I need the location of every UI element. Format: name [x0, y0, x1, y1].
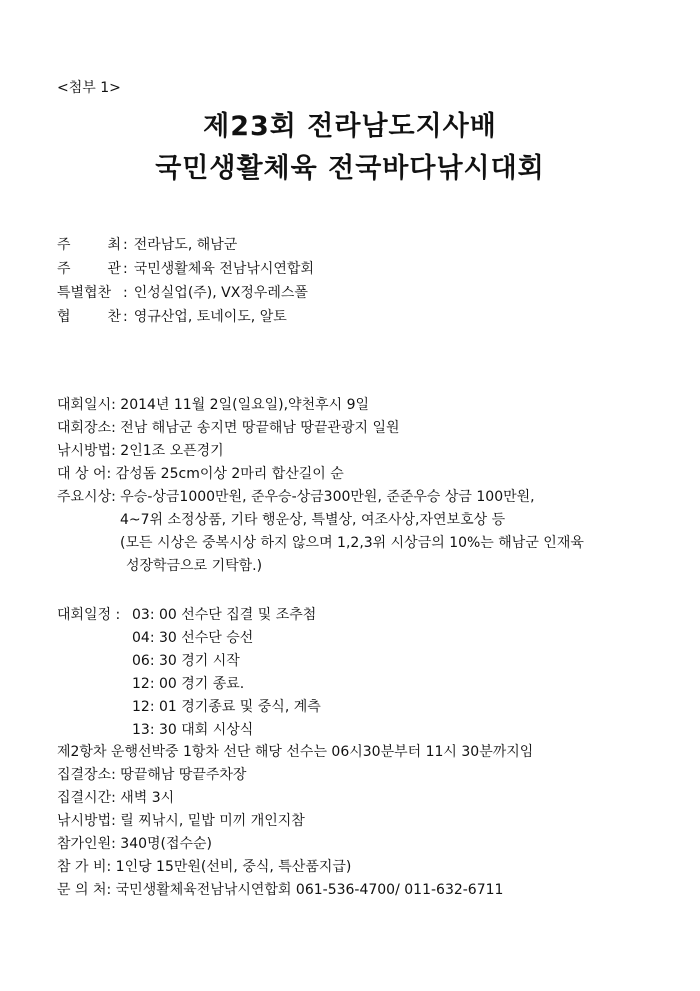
detail-method: 낚시방법: 2인1조 오픈경기 [57, 443, 224, 459]
organizer-special-sponsor: 특별협찬 : 인성실업(주), VX정우레스폴 [57, 285, 308, 301]
row-value: 1인당 15만원(선비, 중식, 특산품지급) [115, 859, 352, 875]
row-label: 주 관 [57, 261, 121, 277]
title-line-2: 국민생활체육 전국바다낚시대회 [155, 153, 545, 184]
row-label: 특별협찬 [57, 285, 112, 301]
boat-note: 제2항차 운행선박중 1항차 선단 해당 선수는 06시30분부터 11시 30분까지임 [57, 744, 534, 760]
extra-gathering-time: 집결시간: 새벽 3시 [57, 790, 175, 806]
attachment-label: <첨부 1> [57, 80, 121, 96]
row-value: 인성실업(주), VX정우레스폴 [133, 285, 308, 301]
row-value: 국민생활체육 전남낚시연합회 [133, 261, 314, 277]
row-label: 대회일시 [57, 397, 112, 413]
schedule-item: 12: 01 경기종료 및 중식, 계측 [132, 699, 321, 715]
extra-gathering-place: 집결장소: 땅끝해남 땅끝주차장 [57, 767, 247, 783]
row-label: 집결장소 [57, 767, 112, 783]
title-line-1: 제23회 전라남도지사배 [203, 111, 497, 142]
awards-line-2: 4~7위 소정상품, 기타 행운상, 특별상, 여조사상,자연보호상 등 [120, 512, 506, 528]
row-value: 2인1조 오픈경기 [120, 443, 224, 459]
extra-contact: 문 의 처: 국민생활체육전남낚시연합회 061-536-4700/ 011-632-6711 [57, 882, 504, 898]
detail-venue: 대회장소: 전남 해남군 송지면 땅끝해남 땅끝관광지 일원 [57, 420, 400, 436]
awards-line-4: 성장학금으로 기탁함.) [126, 558, 263, 574]
row-value: 2014년 11월 2일(일요일),약천후시 9일 [120, 397, 370, 413]
row-value: 영규산업, 토네이도, 알토 [133, 309, 287, 325]
schedule-label: 대회일정 : [57, 607, 121, 623]
row-label: 대회장소 [57, 420, 112, 436]
row-value: 전남 해남군 송지면 땅끝해남 땅끝관광지 일원 [120, 420, 400, 436]
awards-line-3: (모든 시상은 중복시상 하지 않으며 1,2,3위 시상금의 10%는 해남군 인재육 [120, 535, 584, 551]
detail-target-fish: 대 상 어: 감성돔 25cm이상 2마리 합산길이 순 [57, 466, 344, 482]
schedule-item: 13: 30 대회 시상식 [132, 722, 254, 738]
extra-fee: 참 가 비: 1인당 15만원(선비, 중식, 특산품지급) [57, 859, 352, 875]
row-label: 주 최 [57, 237, 121, 253]
row-label: 낚시방법 [57, 443, 112, 459]
row-value: 릴 찌낚시, 밑밥 미끼 개인지참 [120, 813, 305, 829]
detail-awards: 주요시상: 우승-상금1000만원, 준우승-상금300만원, 준준우승 상금 100만원, [57, 489, 535, 505]
row-value: 새벽 3시 [120, 790, 175, 806]
row-label: 참 가 비 [57, 859, 107, 875]
schedule-item: 04: 30 선수단 승선 [132, 630, 254, 646]
row-label: 참가인원 [57, 836, 112, 852]
extra-fishing-method: 낚시방법: 릴 찌낚시, 밑밥 미끼 개인지참 [57, 813, 305, 829]
row-value: 땅끝해남 땅끝주차장 [120, 767, 247, 783]
row-label: 대 상 어 [57, 466, 107, 482]
extra-participants: 참가인원: 340명(접수순) [57, 836, 213, 852]
row-value: 340명(접수순) [120, 836, 213, 852]
row-label: 낚시방법 [57, 813, 112, 829]
row-label: 문 의 처 [57, 882, 107, 898]
organizer-sponsor: 협 찬 : 영규산업, 토네이도, 알토 [57, 309, 287, 325]
schedule-item: 06: 30 경기 시작 [132, 653, 240, 669]
schedule-item: 12: 00 경기 종료. [132, 676, 245, 692]
row-label: 집결시간 [57, 790, 112, 806]
detail-date: 대회일시: 2014년 11월 2일(일요일),약천후시 9일 [57, 397, 370, 413]
organizer-host: 주 최 : 전라남도, 해남군 [57, 237, 238, 253]
row-label: 협 찬 [57, 309, 121, 325]
row-value: 전라남도, 해남군 [133, 237, 238, 253]
organizer-manager: 주 관 : 국민생활체육 전남낚시연합회 [57, 261, 314, 277]
row-value: 국민생활체육전남낚시연합회 061-536-4700/ 011-632-6711 [115, 882, 504, 898]
row-value: 우승-상금1000만원, 준우승-상금300만원, 준준우승 상금 100만원, [120, 489, 535, 505]
schedule-item: 03: 00 선수단 집결 및 조추첨 [132, 607, 317, 623]
row-label: 주요시상 [57, 489, 112, 505]
row-value: 감성돔 25cm이상 2마리 합산길이 순 [115, 466, 344, 482]
